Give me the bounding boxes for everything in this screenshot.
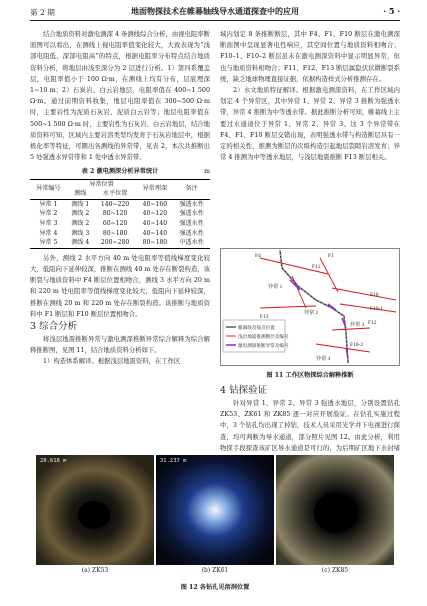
fault-label: F11 (312, 264, 321, 270)
right-column (220, 29, 400, 163)
borehole-photo-zk85 (276, 455, 394, 565)
legend-item: 激电测深推断异常及编号 (238, 343, 289, 348)
journal-article-title: 地面物探技术在帷幕轴线导水通道探查中的应用 (131, 6, 299, 16)
page-number: · 5 · (383, 6, 400, 16)
borehole-photo-zk61 (156, 455, 274, 565)
anomaly-label: 异常 1 (268, 284, 283, 290)
depth-stamp: 31.237 m (160, 458, 187, 464)
legend-item: 帷幕线及探点位置 (238, 325, 275, 330)
table-row: 异常 5 测线 4 200~280 80~180 中透水性 (30, 238, 210, 248)
anomaly-table (30, 179, 210, 249)
figure-12-photos (30, 455, 400, 575)
paragraph: 针对异常 1、异常 2、异常 3 强透水地层，分别设置钻孔 ZK53、ZK61 和 ZK85 逐一对应开展验证。在钻孔实施过程中，3 个钻孔均出现了掉钻，技术人员采用光学井下电视进行探查，均可判断为导水通道，部分照片见图 12。由此分析，利用物探手段探查该矿区导水通道是可行的，为后期矿区地下水封堵 (220, 400, 400, 452)
borehole-photo-zk53 (36, 455, 154, 565)
depth-stamp: 28.618 m (40, 458, 67, 464)
paragraph: 1）构造体系解译。根据浅层地震资料，在工作区 (43, 358, 181, 366)
table-row: 异常 4 测线 3 80~180 40~140 强透水性 (39, 229, 204, 237)
col-header-position: 异常位置 (89, 180, 114, 188)
table-title: 表 2 激电测深分析异常统计 (81, 168, 159, 176)
col-header-line: 测线 (74, 190, 87, 198)
fault-label: F4 (255, 253, 261, 259)
paragraph: 另外，测线 2 水平方向 40 m 处电阻率等值线梯度变化较大，低阻向下延伸较深，推断在测线 40 m 处存在断裂构造，该断裂与地质资料中 F4 断层位置相吻合，测线 3 水平方向 20 m 和 220 m 处电阻率等值线梯度变化较大，低阻向下延伸较深，推断在测线 20 m 和 220 m 处存在断裂构造。该推断与地质资料中 F1 断层和 F10 断层位置相吻合。 (30, 254, 210, 318)
left-column (30, 29, 210, 368)
col-header-horizontal: 水平位置 (102, 190, 128, 198)
fault-label: F12 (368, 320, 377, 326)
figure-11-caption: 图 11 工作区物探综合解释推断 (266, 372, 354, 379)
table-row: 异常 2 测线 2 80~120 40~120 强透水性 (39, 210, 204, 218)
table-unit: m (204, 168, 210, 176)
fault-label: F10-2 (350, 342, 364, 348)
running-header (30, 5, 400, 19)
photo-label: (a) ZK53 (81, 567, 109, 574)
anomaly-label: 异常 4 (316, 356, 331, 362)
paragraph: 2）水文地质特征解译。根据激电测深资料，在工作区域内划定 4 个异常区，其中异常 1、异常 2、异常 3 推断为强透水带，异常 4 推断为中等透水带。据此推断分析可知，帷幕线上主要过水通道位于异常 1、异常 2、异常 3。这 3 个异常带在 F4、F1、F10 断层交错出现，表明强透水带与构造断层具有一定的相关性，推测为断层的次级构造引起地层裂隙岩溶发育；异常 4 推测为中等透水地层，与浅层地震推断 F13 断层相关。 (220, 87, 400, 162)
paragraph: 将浅层地震推断异常与激电测深推断异常综合解释为综合解释推断图，见图 11，结合地质资料分析如下。 (30, 336, 210, 355)
table-row: 异常 3 测线 2 60~120 40~140 强透水性 (39, 220, 204, 228)
section-heading-4: 4 钻探验证 (220, 385, 268, 396)
col-header-id: 异常编号 (30, 179, 67, 199)
paragraph: 域内划定 8 条推断断层，其中 F4、F1、F10 断层在激电测深断面图中呈现显著电性响应，其空间位置与地质资料相吻合；F10–1、F10–2 断层虽未在激电测深资料中显示明显异常，但也与地质资料相吻合；F11、F12、F13 断层属隐伏状微断裂系统，缺乏地球物理直接证据，依据构造样式分析推测存在。 (220, 31, 400, 83)
section-heading-3: 3 综合分析 (30, 321, 78, 333)
issue-number: 第 2 期 (30, 8, 55, 17)
table-caption (30, 166, 210, 177)
fault-label: F1 (328, 253, 334, 259)
fault-label: F10 (370, 292, 379, 298)
anomaly-label: 异常 3 (350, 322, 365, 328)
col-header-note: 备注 (173, 179, 210, 199)
borehole-image (156, 455, 274, 565)
section-4 (220, 384, 400, 465)
borehole-image (36, 455, 154, 565)
photo-label: (b) ZK61 (201, 567, 229, 574)
header-rule (30, 20, 400, 21)
figure-11-interpretation-map (220, 248, 400, 366)
anomaly-label: 异常 2 (304, 310, 319, 316)
figure-12-caption: 图 12 各钻孔见溶洞位置 (180, 584, 250, 591)
figure-legend (223, 320, 289, 352)
borehole-image (276, 455, 394, 565)
legend-item: 浅层地震推测断层及编号 (238, 334, 289, 339)
table-row: 异常 1 测线 1 140~220 40~160 强透水性 (39, 200, 204, 208)
col-header-depth: 异常埋深 (136, 179, 173, 199)
paragraph: 结合地质资料对激电测深 4 条测线综合分析，由视电阻率断面图可以看出，在测线上视电阻率值变化较大，大致表现为“浅部电阻低、深部电阻高”的特点，根据电阻率分布特点结合地质资料分析，将地层由浅至深分为 2 层进行分析。1）第四系覆盖层，电阻率值小于 100 Ω·m，在测线上均有分布，层底埋深 1~10 m；2）石炭岩、白云岩地层，电阻率值在 400~1 500 Ω·m。通过前期资料收集，地层电阻率值在 300~500 Ω·m 时，主要岩性为泥质石灰岩、泥质白云岩等；地层电阻率值在 500~1 500 Ω·m 时，主要岩性为石灰岩、白云岩地层，结合地质资料可知，区域内主要岩溶类型均发育于石灰岩地层中，根据极化率等特征，可圈出各测线的异常带，见表 2，本次共推断出 5 处强透水异常带和 1 处中透水异常带。 (30, 31, 210, 162)
fault-label: F13 (260, 314, 269, 320)
fault-label: F10-1 (370, 306, 384, 312)
photo-label: (c) ZK85 (321, 567, 349, 574)
